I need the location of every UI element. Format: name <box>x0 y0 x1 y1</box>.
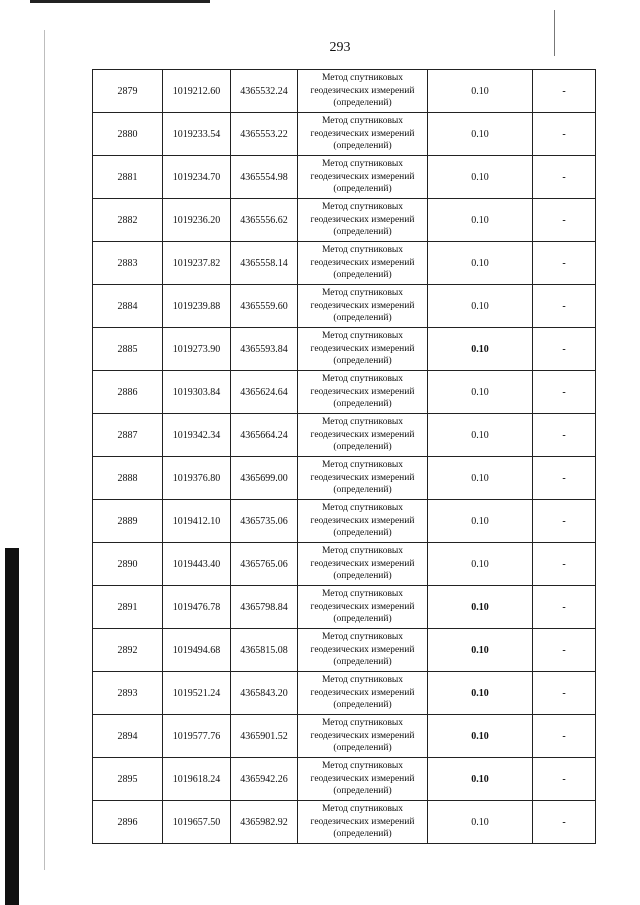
y-coordinate-cell: 4365843.20 <box>231 672 298 715</box>
method-text-line: Метод спутниковых <box>321 73 404 84</box>
table-row <box>93 199 596 242</box>
x-coordinate-cell: 1019476.78 <box>163 586 231 629</box>
scan-binding-bar <box>5 548 19 905</box>
point-number-cell: 2887 <box>93 414 163 457</box>
y-coordinate-cell: 4365942.26 <box>231 758 298 801</box>
accuracy-cell: 0.10 <box>428 457 533 500</box>
point-number-cell: 2886 <box>93 371 163 414</box>
y-coordinate-cell: 4365532.24 <box>231 70 298 113</box>
note-cell: - <box>533 242 596 285</box>
accuracy-cell: 0.10 <box>428 543 533 586</box>
y-coordinate-cell: 4365554.98 <box>231 156 298 199</box>
x-coordinate-cell: 1019239.88 <box>163 285 231 328</box>
method-text-line: геодезических измерений <box>310 515 415 526</box>
method-text-line: Метод спутниковых <box>321 159 404 170</box>
method-cell <box>298 414 428 457</box>
method-text-line: (определений) <box>333 98 392 109</box>
method-text-line: геодезических измерений <box>310 257 415 268</box>
method-text-line: геодезических измерений <box>310 386 415 397</box>
y-coordinate-cell: 4365735.06 <box>231 500 298 543</box>
y-coordinate-cell: 4365624.64 <box>231 371 298 414</box>
method-text-line: геодезических измерений <box>310 429 415 440</box>
note-cell: - <box>533 156 596 199</box>
point-number-cell: 2889 <box>93 500 163 543</box>
point-number-cell: 2879 <box>93 70 163 113</box>
method-text-line: (определений) <box>333 614 392 625</box>
method-cell <box>298 801 428 844</box>
method-text-line: Метод спутниковых <box>321 718 404 729</box>
table-row <box>93 242 596 285</box>
accuracy-cell: 0.10 <box>428 113 533 156</box>
note-cell: - <box>533 285 596 328</box>
method-text-line: (определений) <box>333 313 392 324</box>
y-coordinate-cell: 4365765.06 <box>231 543 298 586</box>
table-row <box>93 801 596 844</box>
accuracy-cell: 0.10 <box>428 414 533 457</box>
y-coordinate-cell: 4365815.08 <box>231 629 298 672</box>
method-cell <box>298 457 428 500</box>
table-row <box>93 543 596 586</box>
y-coordinate-cell: 4365699.00 <box>231 457 298 500</box>
table-row <box>93 758 596 801</box>
x-coordinate-cell: 1019233.54 <box>163 113 231 156</box>
table-row <box>93 371 596 414</box>
method-text-line: (определений) <box>333 657 392 668</box>
x-coordinate-cell: 1019657.50 <box>163 801 231 844</box>
x-coordinate-cell: 1019494.68 <box>163 629 231 672</box>
table-body <box>93 70 596 844</box>
method-text-line: геодезических измерений <box>310 730 415 741</box>
y-coordinate-cell: 4365556.62 <box>231 199 298 242</box>
table-row <box>93 586 596 629</box>
method-text-line: Метод спутниковых <box>321 116 404 127</box>
y-coordinate-cell: 4365901.52 <box>231 715 298 758</box>
point-number-cell: 2894 <box>93 715 163 758</box>
point-number-cell: 2893 <box>93 672 163 715</box>
method-text-line: Метод спутниковых <box>321 546 404 557</box>
method-text-line: (определений) <box>333 528 392 539</box>
x-coordinate-cell: 1019577.76 <box>163 715 231 758</box>
point-number-cell: 2881 <box>93 156 163 199</box>
method-cell <box>298 328 428 371</box>
note-cell: - <box>533 500 596 543</box>
note-cell: - <box>533 113 596 156</box>
method-cell <box>298 543 428 586</box>
method-cell <box>298 715 428 758</box>
method-text-line: Метод спутниковых <box>321 374 404 385</box>
table-row <box>93 70 596 113</box>
table-row <box>93 672 596 715</box>
point-number-cell: 2880 <box>93 113 163 156</box>
method-text-line: (определений) <box>333 743 392 754</box>
method-text-line: (определений) <box>333 141 392 152</box>
x-coordinate-cell: 1019618.24 <box>163 758 231 801</box>
method-text-line: геодезических измерений <box>310 85 415 96</box>
point-number-cell: 2883 <box>93 242 163 285</box>
note-cell: - <box>533 543 596 586</box>
method-cell <box>298 242 428 285</box>
note-cell: - <box>533 629 596 672</box>
method-text-line: Метод спутниковых <box>321 804 404 815</box>
note-cell: - <box>533 672 596 715</box>
method-text-line: геодезических измерений <box>310 300 415 311</box>
method-text-line: Метод спутниковых <box>321 632 404 643</box>
method-text-line: (определений) <box>333 786 392 797</box>
method-text-line: геодезических измерений <box>310 773 415 784</box>
method-cell <box>298 199 428 242</box>
method-text-line: (определений) <box>333 227 392 238</box>
method-text-line: (определений) <box>333 829 392 840</box>
method-text-line: (определений) <box>333 184 392 195</box>
scan-top-line <box>30 0 210 3</box>
method-text-line: геодезических измерений <box>310 214 415 225</box>
accuracy-cell: 0.10 <box>428 199 533 242</box>
y-coordinate-cell: 4365593.84 <box>231 328 298 371</box>
method-cell <box>298 156 428 199</box>
accuracy-cell: 0.10 <box>428 801 533 844</box>
method-cell <box>298 758 428 801</box>
note-cell: - <box>533 801 596 844</box>
accuracy-cell: 0.10 <box>428 586 533 629</box>
method-text-line: (определений) <box>333 485 392 496</box>
table-row <box>93 457 596 500</box>
method-cell <box>298 672 428 715</box>
x-coordinate-cell: 1019412.10 <box>163 500 231 543</box>
y-coordinate-cell: 4365559.60 <box>231 285 298 328</box>
method-text-line: Метод спутниковых <box>321 675 404 686</box>
point-number-cell: 2891 <box>93 586 163 629</box>
accuracy-cell: 0.10 <box>428 715 533 758</box>
y-coordinate-cell: 4365553.22 <box>231 113 298 156</box>
accuracy-cell: 0.10 <box>428 629 533 672</box>
method-cell <box>298 70 428 113</box>
y-coordinate-cell: 4365664.24 <box>231 414 298 457</box>
x-coordinate-cell: 1019521.24 <box>163 672 231 715</box>
note-cell: - <box>533 371 596 414</box>
method-text-line: Метод спутниковых <box>321 245 404 256</box>
method-cell <box>298 629 428 672</box>
note-cell: - <box>533 715 596 758</box>
note-cell: - <box>533 70 596 113</box>
x-coordinate-cell: 1019236.20 <box>163 199 231 242</box>
accuracy-cell: 0.10 <box>428 328 533 371</box>
method-text-line: геодезических измерений <box>310 171 415 182</box>
method-text-line: геодезических измерений <box>310 343 415 354</box>
x-coordinate-cell: 1019342.34 <box>163 414 231 457</box>
method-text-line: Метод спутниковых <box>321 202 404 213</box>
method-text-line: (определений) <box>333 700 392 711</box>
table-row <box>93 328 596 371</box>
note-cell: - <box>533 328 596 371</box>
point-number-cell: 2888 <box>93 457 163 500</box>
x-coordinate-cell: 1019234.70 <box>163 156 231 199</box>
table-row <box>93 156 596 199</box>
method-cell <box>298 113 428 156</box>
method-text-line: (определений) <box>333 399 392 410</box>
method-text-line: геодезических измерений <box>310 816 415 827</box>
method-text-line: Метод спутниковых <box>321 331 404 342</box>
note-cell: - <box>533 414 596 457</box>
method-text-line: Метод спутниковых <box>321 288 404 299</box>
method-text-line: Метод спутниковых <box>321 589 404 600</box>
point-number-cell: 2896 <box>93 801 163 844</box>
accuracy-cell: 0.10 <box>428 285 533 328</box>
accuracy-cell: 0.10 <box>428 156 533 199</box>
method-cell <box>298 371 428 414</box>
method-text-line: (определений) <box>333 442 392 453</box>
note-cell: - <box>533 758 596 801</box>
coordinates-table <box>92 69 596 844</box>
y-coordinate-cell: 4365798.84 <box>231 586 298 629</box>
table-row <box>93 715 596 758</box>
point-number-cell: 2890 <box>93 543 163 586</box>
method-text-line: Метод спутниковых <box>321 460 404 471</box>
point-number-cell: 2884 <box>93 285 163 328</box>
method-text-line: геодезических измерений <box>310 472 415 483</box>
x-coordinate-cell: 1019443.40 <box>163 543 231 586</box>
method-text-line: геодезических измерений <box>310 128 415 139</box>
x-coordinate-cell: 1019237.82 <box>163 242 231 285</box>
method-text-line: геодезических измерений <box>310 644 415 655</box>
scan-left-rule <box>44 30 45 870</box>
table-row <box>93 629 596 672</box>
table-row <box>93 500 596 543</box>
note-cell: - <box>533 457 596 500</box>
accuracy-cell: 0.10 <box>428 672 533 715</box>
table-row <box>93 113 596 156</box>
table-row <box>93 414 596 457</box>
method-text-line: Метод спутниковых <box>321 761 404 772</box>
accuracy-cell: 0.10 <box>428 758 533 801</box>
method-text-line: Метод спутниковых <box>321 417 404 428</box>
method-text-line: Метод спутниковых <box>321 503 404 514</box>
page-number: 293 <box>329 40 351 55</box>
method-text-line: (определений) <box>333 571 392 582</box>
point-number-cell: 2882 <box>93 199 163 242</box>
accuracy-cell: 0.10 <box>428 371 533 414</box>
x-coordinate-cell: 1019273.90 <box>163 328 231 371</box>
method-cell <box>298 586 428 629</box>
x-coordinate-cell: 1019212.60 <box>163 70 231 113</box>
method-cell <box>298 500 428 543</box>
accuracy-cell: 0.10 <box>428 242 533 285</box>
method-cell <box>298 285 428 328</box>
accuracy-cell: 0.10 <box>428 500 533 543</box>
note-cell: - <box>533 199 596 242</box>
x-coordinate-cell: 1019376.80 <box>163 457 231 500</box>
x-coordinate-cell: 1019303.84 <box>163 371 231 414</box>
table-row <box>93 285 596 328</box>
method-text-line: (определений) <box>333 356 392 367</box>
point-number-cell: 2892 <box>93 629 163 672</box>
method-text-line: геодезических измерений <box>310 558 415 569</box>
method-text-line: геодезических измерений <box>310 601 415 612</box>
point-number-cell: 2895 <box>93 758 163 801</box>
note-cell: - <box>533 586 596 629</box>
y-coordinate-cell: 4365982.92 <box>231 801 298 844</box>
y-coordinate-cell: 4365558.14 <box>231 242 298 285</box>
method-text-line: (определений) <box>333 270 392 281</box>
point-number-cell: 2885 <box>93 328 163 371</box>
method-text-line: геодезических измерений <box>310 687 415 698</box>
accuracy-cell: 0.10 <box>428 70 533 113</box>
